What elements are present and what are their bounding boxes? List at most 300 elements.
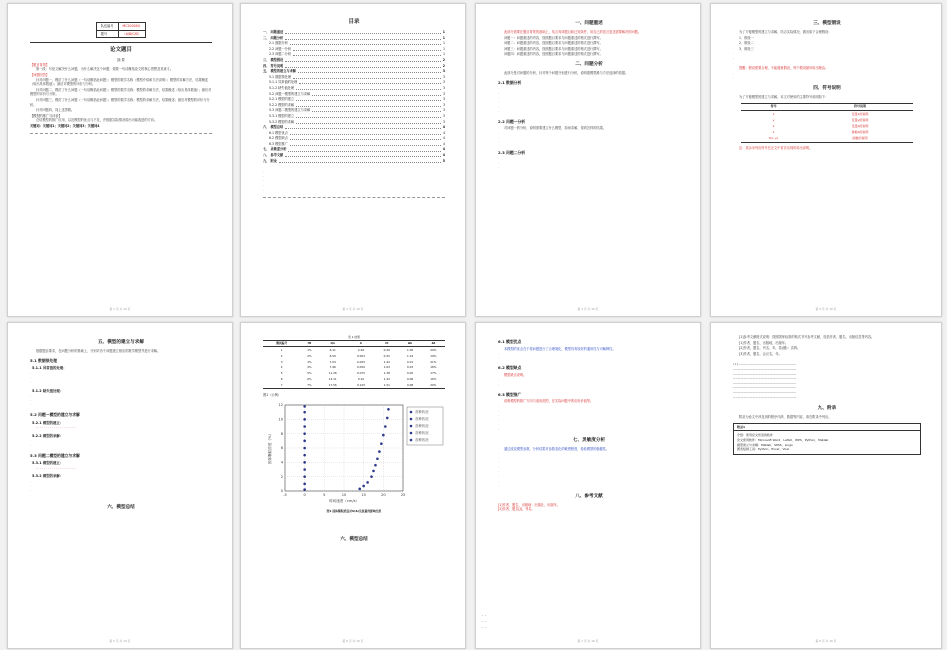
data-point (303, 447, 306, 450)
table-cell: 20% (430, 347, 437, 352)
data-point (382, 434, 385, 437)
symbol-cell: f(x, y) (741, 135, 807, 142)
data-point (378, 451, 381, 454)
table-cell: 0.075 (356, 371, 365, 376)
toc-page: 1 (442, 46, 445, 51)
table-cell: 4% (307, 365, 312, 370)
subsection-heading: 6.3 模型推广 (498, 391, 522, 397)
paragraph: 说明模型的推广方向与适用范围，在实际问题中的应用价值等。 (504, 399, 594, 404)
symbol-cell: z (772, 123, 775, 128)
data-point (303, 461, 306, 464)
toc-label: 2.2 问题一分析 (269, 46, 292, 51)
symbol-desc-cell: 函数的说明 (807, 135, 914, 142)
toc-page: 4 (442, 147, 445, 152)
abstract-para: 第一段：写论文解决什么问题，为什么解决这个问题；简要一句话概括论文的核心思想及其意义。 (36, 67, 174, 72)
abstract-para: 总结模型的推广应用，以及模型的优点与不足，并根据实际情况给出可能改进的方向。 (36, 118, 158, 123)
info-label: 题号 (96, 30, 118, 38)
abstract-para: 针对问题二，模仿了什么问题（一句话概括此问题）；模型的数学名称；模型的求解方法，结果概述（给出具体数值）；最后对模型的评价与分析。 (30, 87, 212, 97)
x-tick-label: 15 (361, 493, 366, 498)
table-cell: 2.26 (357, 347, 365, 352)
toc-label: 5.3 问题二模型的建立与求解 (269, 108, 311, 113)
toc-page: 5 (442, 158, 445, 163)
table-header: Δh (398, 340, 421, 347)
navigation-dots[interactable]: · · · · · · (482, 613, 487, 631)
y-tick-label: 0 (280, 489, 283, 494)
paragraph: 通过改变模型参数，分析结果对参数变化的敏感程度，检验模型的稳健性。 (504, 446, 610, 451)
toc-label: 5.2 问题一模型的建立与求解 (269, 91, 311, 96)
data-point (372, 470, 375, 473)
data-point (303, 454, 306, 457)
section-title: 五、模型的建立与求解 (98, 340, 144, 345)
toc-label: 七、 灵敏度分析 (263, 147, 287, 152)
toc-label: 6.3 模型推广 (269, 141, 288, 146)
toc-leader (296, 103, 441, 107)
subsection-heading: 2.2 问题一分析 (498, 118, 526, 124)
appendix-box-head: 附录1 (734, 424, 920, 432)
table-cell: 0.125 (347, 382, 375, 388)
toc-leader (290, 131, 441, 135)
table-cell: 0.05 (406, 371, 414, 376)
table-row (741, 110, 914, 117)
table-cell: 7% (300, 382, 318, 388)
toc-leader (285, 153, 441, 157)
page-footer: 第 4 页 共 10 页 (815, 307, 837, 312)
paragraph: 为了方便模型的建立与求解，本文对使用的主要符号说明如下： (739, 94, 829, 99)
section-title: 六、模型总结 (107, 504, 135, 510)
page-footer: 第 3 页 共 10 页 (577, 307, 599, 312)
y-tick-label: 6 (280, 446, 283, 451)
toc-leader (293, 47, 441, 51)
assumption-item: 1、假设一 (739, 35, 754, 40)
abstract-para: 针对问题四，同上述思路。 (36, 108, 75, 113)
assumption-item: 2、假设二 (739, 41, 754, 46)
table-cell: 11.26 (328, 371, 337, 376)
subsubsection-heading: 5.1.2 缺失值处理： (32, 388, 64, 393)
appendix-box-line: 论文使用软件：Microsoft Word、LaTeX、WPS、Python、Matlab (737, 437, 829, 442)
table-cell: 0.06 (406, 376, 414, 381)
subsubsection-heading: 5.1.1 异常值的处理： (32, 366, 67, 371)
toc-page: 4 (442, 130, 445, 135)
toc-leader (299, 80, 441, 84)
subsection-heading: 5.1 数据预处理 (30, 357, 58, 363)
info-value: （A/B/C/D） (118, 30, 146, 38)
table-cell: 3% (307, 359, 312, 364)
paragraph: 问题二：问题重述的内容，按照题目要求与问题重述的格式进行撰写。 (504, 41, 603, 46)
table-cell: 0.25 (383, 353, 390, 358)
toc-page: 2 (442, 63, 445, 68)
ellipsis: · · · (30, 394, 33, 408)
table-cell: 1.38 (383, 371, 390, 376)
section-title: 四、符号说明 (813, 85, 841, 91)
symbol-cell: λ (772, 130, 775, 135)
table-cell: 17% (430, 371, 437, 376)
toc-leader (285, 36, 441, 40)
section-title: 九、附录 (817, 406, 837, 412)
data-point (303, 483, 306, 486)
toc-leader (290, 142, 441, 146)
toc-label: 5.1 数据预处理 (269, 74, 292, 79)
table-cell: 16% (430, 376, 437, 381)
reference-item: [2]作者，题名，刊名，年，卷(期)：页码。 (739, 346, 801, 351)
note: · · · · · · · · · · · · · · · · · · · · (36, 426, 76, 431)
table-header: h (347, 340, 375, 347)
toc-label: 6.1 模型优点 (269, 130, 288, 135)
symbol-desc-cell: 变量x的说明 (851, 111, 869, 116)
table-cell: 0.03 (406, 365, 414, 370)
toc-leader (285, 64, 441, 68)
subsection-heading: 6.1 模型优点 (498, 339, 522, 344)
toc-page: 3 (442, 85, 445, 90)
legend-label: 各种状况 (415, 431, 429, 436)
data-point (303, 418, 306, 421)
toc-leader (290, 136, 441, 140)
toc-leader (293, 52, 441, 56)
section-title: 二、问题分析 (575, 61, 603, 67)
toc-label: 6.2 模型缺点 (269, 136, 288, 141)
data-point (303, 469, 306, 472)
figure-caption: 图1 固体颗粒浓度对U(Δ)及流量的影响结果 (326, 509, 382, 514)
toc-page: 4 (442, 125, 445, 130)
data-point (376, 458, 379, 461)
subsubsection-heading: 5.2.2 模型的求解： (32, 433, 64, 438)
table-cell: 17.56 (319, 382, 347, 388)
table-header: 符号说明 (807, 103, 914, 110)
table-cell: 21% (430, 359, 437, 364)
symbol-desc-cell: 变量y的说明 (851, 117, 869, 122)
paragraph: 问题一：问题重述的内容，按照题目要求与问题重述的格式进行撰写。 (504, 35, 603, 40)
subsection-heading: 2.1 数据分析 (498, 79, 522, 85)
data-point (303, 433, 306, 436)
appendix-box-sub: 介绍：使用论文所需的软件 (737, 433, 774, 438)
reference-item: [2]作者，题名[J]，刊名。 (498, 507, 535, 512)
paragraph: 对问题一的分析，说明需要建立什么模型，如何求解，得到怎样的结果。 (504, 126, 606, 131)
data-point (303, 440, 306, 443)
toc-leader (296, 97, 441, 101)
table-cell: 3 (280, 359, 283, 364)
ellipsis: · · · (498, 157, 501, 171)
data-point (303, 406, 306, 409)
x-axis-label: 时间速度（cm/s） (328, 499, 360, 504)
paragraph: 模型缺点说明。 (504, 372, 527, 377)
table-cell: 5 (280, 371, 283, 376)
toc-leader (285, 125, 441, 129)
data-point (384, 426, 387, 429)
toc-leader (290, 41, 441, 45)
page-footer: 第 1 页 共 10 页 (109, 307, 131, 312)
results-table (263, 340, 445, 389)
legend-marker (410, 425, 413, 428)
toc-leader (285, 58, 441, 62)
toc-title: 目录 (348, 19, 360, 25)
data-point (303, 426, 306, 429)
ellipsis: · · (733, 71, 736, 81)
data-point (374, 464, 377, 467)
table-cell: 6.50 (329, 353, 336, 358)
toc-page: 1 (442, 41, 445, 46)
toc-label: 5.1.2 缺失值处理 (269, 85, 295, 90)
table-cell: 0.08 (398, 382, 421, 388)
toc-label: 五、 模型的建立与求解 (263, 69, 296, 74)
toc-page: 3 (442, 119, 445, 124)
appendix-box-lines (737, 438, 917, 452)
data-point (366, 482, 369, 485)
toc-leader (298, 69, 441, 73)
toc-leader (296, 114, 441, 118)
table-cell: 1.63 (383, 365, 390, 370)
table-cell: 0.10 (357, 376, 365, 381)
ellipsis: · · · (30, 371, 33, 385)
toc-label: 九、 附录 (263, 158, 277, 163)
symbol-desc-cell: 参数λ的说明 (851, 130, 869, 135)
data-point (386, 417, 389, 420)
divider (30, 133, 212, 134)
appendix-box (733, 423, 921, 455)
paragraph: 此部分是对问题的分析，针对每个问题分别进行分析，说明建模思路与方法选择的依据。 (504, 70, 629, 75)
info-label: 队伍编号 (96, 23, 118, 31)
y-axis-label: 固体颗粒浓度（%） (268, 432, 272, 465)
table-cell: 1.43 (383, 376, 390, 381)
toc-page: 2 (442, 57, 445, 62)
legend-label: 各种状况 (415, 417, 429, 422)
summary-label: 【模型的推广与评价】 (30, 113, 62, 118)
table-header: Qn (319, 340, 347, 347)
divider (263, 197, 445, 198)
page-appendix[interactable] (710, 322, 942, 649)
table-cell: 7 (263, 382, 300, 388)
toc-leader (312, 92, 441, 96)
table-header: Ct (375, 340, 398, 347)
legend-label: 各种状况 (415, 424, 429, 429)
section-title: 一、问题重述 (575, 21, 603, 26)
toc-entry[interactable] (263, 159, 445, 165)
ellipsis: · · · · · · (498, 87, 501, 115)
toc-page: 3 (442, 102, 445, 107)
toc-label: 三、 模型假设 (263, 57, 284, 62)
paragraph: 本模型的优点在于将问题进行了合理简化，模型具有较好的通用性与可解释性。 (504, 346, 616, 351)
toc-page: 1 (442, 52, 445, 57)
appendix-box-line: 模型建立与求解：Matlab、SPSS、Lingo (737, 442, 793, 447)
x-tick-label: 0 (303, 493, 306, 498)
table-cell: 1.51 (375, 382, 398, 388)
page-footer: 第 7 页 共 10 页 (577, 639, 599, 644)
table-cell: 4 (280, 365, 283, 370)
y-tick-label: 2 (280, 475, 283, 480)
abstract-heading: 摘 要 (117, 58, 125, 63)
team-info-table (96, 22, 146, 38)
paragraph: [1]参考文献格式说明：按照国家标准的格式书写参考文献，包括作者、题名、出版信息等内容。 (739, 335, 875, 339)
table-cell: 6 (280, 376, 283, 381)
table-header: 测试编号 (263, 340, 300, 347)
symbol-table (741, 103, 914, 143)
table-cell: 5% (307, 371, 312, 376)
table-cell: 6% (307, 376, 312, 381)
ellipsis: · · · · · · (498, 404, 501, 432)
reference-item: [1]作者，题名，出版地，出版年。 (739, 340, 789, 345)
table-cell: 1.19 (406, 353, 414, 358)
ellipsis: · · (30, 439, 33, 448)
toc-label: 2.3 问题二分析 (269, 52, 292, 57)
paragraph: 根据题目要求，在问题分析的基础上，分别对各个问题建立相应的数学模型并进行求解。 (36, 349, 161, 353)
toc-page: 3 (442, 108, 445, 113)
table-cell: 2 (280, 353, 283, 358)
table-cell: 0.050 (356, 365, 365, 370)
page-footer: 第 2 页 共 10 页 (342, 307, 364, 312)
scatter-chart (263, 399, 445, 509)
note: 此部分需要在题目背景的基础上，结合具体题目和已知条件，用自己的语言复述需要解决的问题。 (504, 30, 642, 34)
toc-label: 5.3.2 模型的求解 (269, 119, 295, 124)
table-cell: 1 (280, 347, 283, 352)
x-tick-label: 5 (323, 493, 326, 498)
table-cell: 14.11 (328, 376, 337, 381)
table-cell: 1% (307, 347, 312, 352)
appendix-box-line: 图表绘制工具：Python、Excel、Visio (737, 447, 790, 452)
paragraph: 问题三：问题重述的内容，按照题目要求与问题重述的格式进行撰写。 (504, 46, 603, 51)
ellipsis: · · · (30, 479, 33, 494)
table-cell: 0.003 (356, 353, 365, 358)
note: 提醒：假设需要合理，不能随意假设，每个假设最好给出理由。 (739, 66, 829, 71)
ellipsis: · · · (498, 131, 501, 146)
toc-label: 5.2.1 模型的建立 (269, 97, 295, 102)
toc-label: 一、 问题重述 (263, 30, 284, 34)
section-title: 三、模型假设 (813, 21, 841, 26)
ellipsis: · · (498, 378, 501, 388)
page-restatement[interactable] (475, 3, 701, 317)
toc-leader (296, 120, 441, 124)
page-assumptions[interactable] (710, 3, 942, 317)
page-cover[interactable] (7, 3, 233, 317)
legend-label: 各种状况 (415, 410, 429, 415)
x-tick-label: 25 (400, 493, 406, 498)
toc-page: 3 (442, 91, 445, 96)
ellipsis: · · · (733, 52, 736, 66)
symbol-cell: x (772, 111, 775, 116)
subsection-heading: 5.3 问题二模型的建立与求解 (30, 452, 80, 458)
reference-list (733, 341, 921, 357)
legend-marker (410, 418, 413, 421)
toc-page: 3 (442, 80, 445, 85)
data-point (362, 485, 365, 488)
subsection-heading: 5.2 问题一模型的建立与求解 (30, 411, 80, 417)
toc-leader (279, 159, 441, 163)
table-cell: 1.36 (406, 347, 414, 352)
info-row (96, 30, 145, 38)
toc-page: 4 (442, 153, 445, 158)
toc-page: 1 (442, 30, 445, 34)
data-point (303, 476, 306, 479)
table-header: Ht (300, 340, 318, 347)
x-tick-label: 10 (341, 493, 347, 498)
page-model[interactable] (7, 322, 233, 649)
ellipsis: · · · · · · · · (498, 452, 501, 489)
placeholder-dots: [1]…………………………………………………………………………………… …………………………………………………………………………………………… …………………………………………………………………………………………… …………………………………………………………………………………………… …………………………………………………………………………………………… …………………………………………………………………………………………… …………………………………………………………………………………………… …………………………………………………………………………………………… (733, 362, 797, 399)
y-tick-label: 8 (280, 432, 283, 437)
note: · · · · · · · · · · · · · · · · · · · · (36, 466, 76, 471)
background-label: 【题目背景】 (30, 62, 50, 67)
data-point (358, 488, 361, 491)
ellipsis: · · (498, 352, 501, 361)
table-header: Δt (422, 340, 445, 347)
subsection-heading: 2.3 问题二分析 (498, 149, 526, 155)
toc-leader (288, 147, 440, 151)
toc-label: 5.2.2 模型的求解 (269, 102, 295, 107)
toc-leader (296, 86, 441, 90)
answer-label: 【问题回答】 (30, 72, 50, 77)
table-cell: 0.025 (356, 359, 365, 364)
section-title: 六、模型总结 (340, 537, 368, 543)
abstract-para: 针对问题三，模仿了什么问题（一句话概括此问题）；模型的数学名称；模型的求解方法，结果概述；最后对模型的评价与分析。 (30, 97, 210, 107)
toc-page: 1 (442, 35, 445, 40)
legend-marker (410, 432, 413, 435)
x-tick-label: -5 (283, 493, 287, 498)
table-cell: 0.20 (383, 347, 390, 352)
keywords: 关键词：关键词1；关键词2；关键词3；关键词4 (30, 123, 100, 128)
toc-page: 4 (442, 141, 445, 146)
page-toc[interactable] (240, 3, 466, 317)
toc-label: 2.1 数据分析 (269, 41, 288, 46)
note: 注：其余未列出符号在正文中首次出现时给出说明。 (739, 145, 813, 150)
paragraph: 附录为论文中涉及到的程序代码、数据等内容，请在附录中列出。 (739, 415, 832, 420)
legend-label: 各种状况 (415, 438, 429, 443)
ellipsis: · · · · · (263, 170, 266, 193)
subsection-heading: 6.2 模型缺点 (498, 365, 522, 371)
reference-item: [3]作者，题名，会议名，年。 (739, 351, 782, 356)
subsubsection-heading: 5.3.1 模型的建立： (32, 461, 64, 466)
table-cell: 7.04 (329, 359, 336, 364)
table-cell: 1.42 (383, 359, 390, 364)
table-cell: 0.01 (406, 359, 414, 364)
data-point (303, 411, 306, 414)
y-tick-label: 4 (280, 460, 283, 465)
toc-label: 四、 符号说明 (263, 63, 284, 68)
data-point (387, 408, 390, 411)
assumption-list (733, 36, 921, 52)
abstract-para: 针对问题一，模仿了什么问题（一句话概括此问题）；模型的数学名称（模型介绍和方法说明）；模型的求解方法，结果概述（给出具体数值）；最后对模型的评价与分析。 (30, 77, 209, 87)
subsubsection-heading: 5.3.2 模型的求解： (32, 474, 64, 479)
data-point (303, 489, 306, 492)
toc-leader (312, 108, 441, 112)
toc-leader (293, 75, 441, 79)
toc-page: 3 (442, 74, 445, 79)
toc-leader (285, 30, 441, 34)
legend-marker (410, 411, 413, 414)
page-summary[interactable] (475, 322, 701, 649)
page-results[interactable] (240, 322, 466, 649)
info-value: MC2000XX (118, 23, 146, 31)
table-row (741, 135, 914, 142)
divider (30, 42, 212, 43)
paragraph: 为了方便模型的建立与求解，结合实际情况，做出如下合理假设： (739, 30, 832, 34)
table-row (263, 382, 445, 388)
toc-list (263, 30, 445, 164)
x-tick-label: 20 (381, 493, 386, 498)
table-cell: 6.11 (329, 347, 336, 352)
paper-title: 论文题目 (109, 47, 132, 54)
legend-marker (410, 439, 413, 442)
paragraph: 问题四：问题重述的内容，按照题目要求与问题重述的格式进行撰写。 (504, 52, 603, 57)
section-title: 七、灵敏度分析 (572, 437, 606, 443)
table-cell: 2% (307, 353, 312, 358)
assumption-item: 3、假设三 (739, 46, 754, 51)
reference-item: [1]作者，题名，出版地：出版社，出版年。 (498, 502, 560, 507)
table-caption: 表 1 结果 (348, 335, 360, 339)
subsubsection-heading: 5.2.1 模型的建立： (32, 420, 64, 425)
figure-label: 图1（示例） (263, 392, 281, 397)
info-row (96, 23, 145, 31)
toc-label: 5.3.1 模型的建立 (269, 113, 295, 118)
toc-label: 二、 问题分析 (263, 35, 284, 40)
page-footer: 第 8 页 共 10 页 (815, 639, 837, 644)
toc-page: 4 (442, 136, 445, 141)
